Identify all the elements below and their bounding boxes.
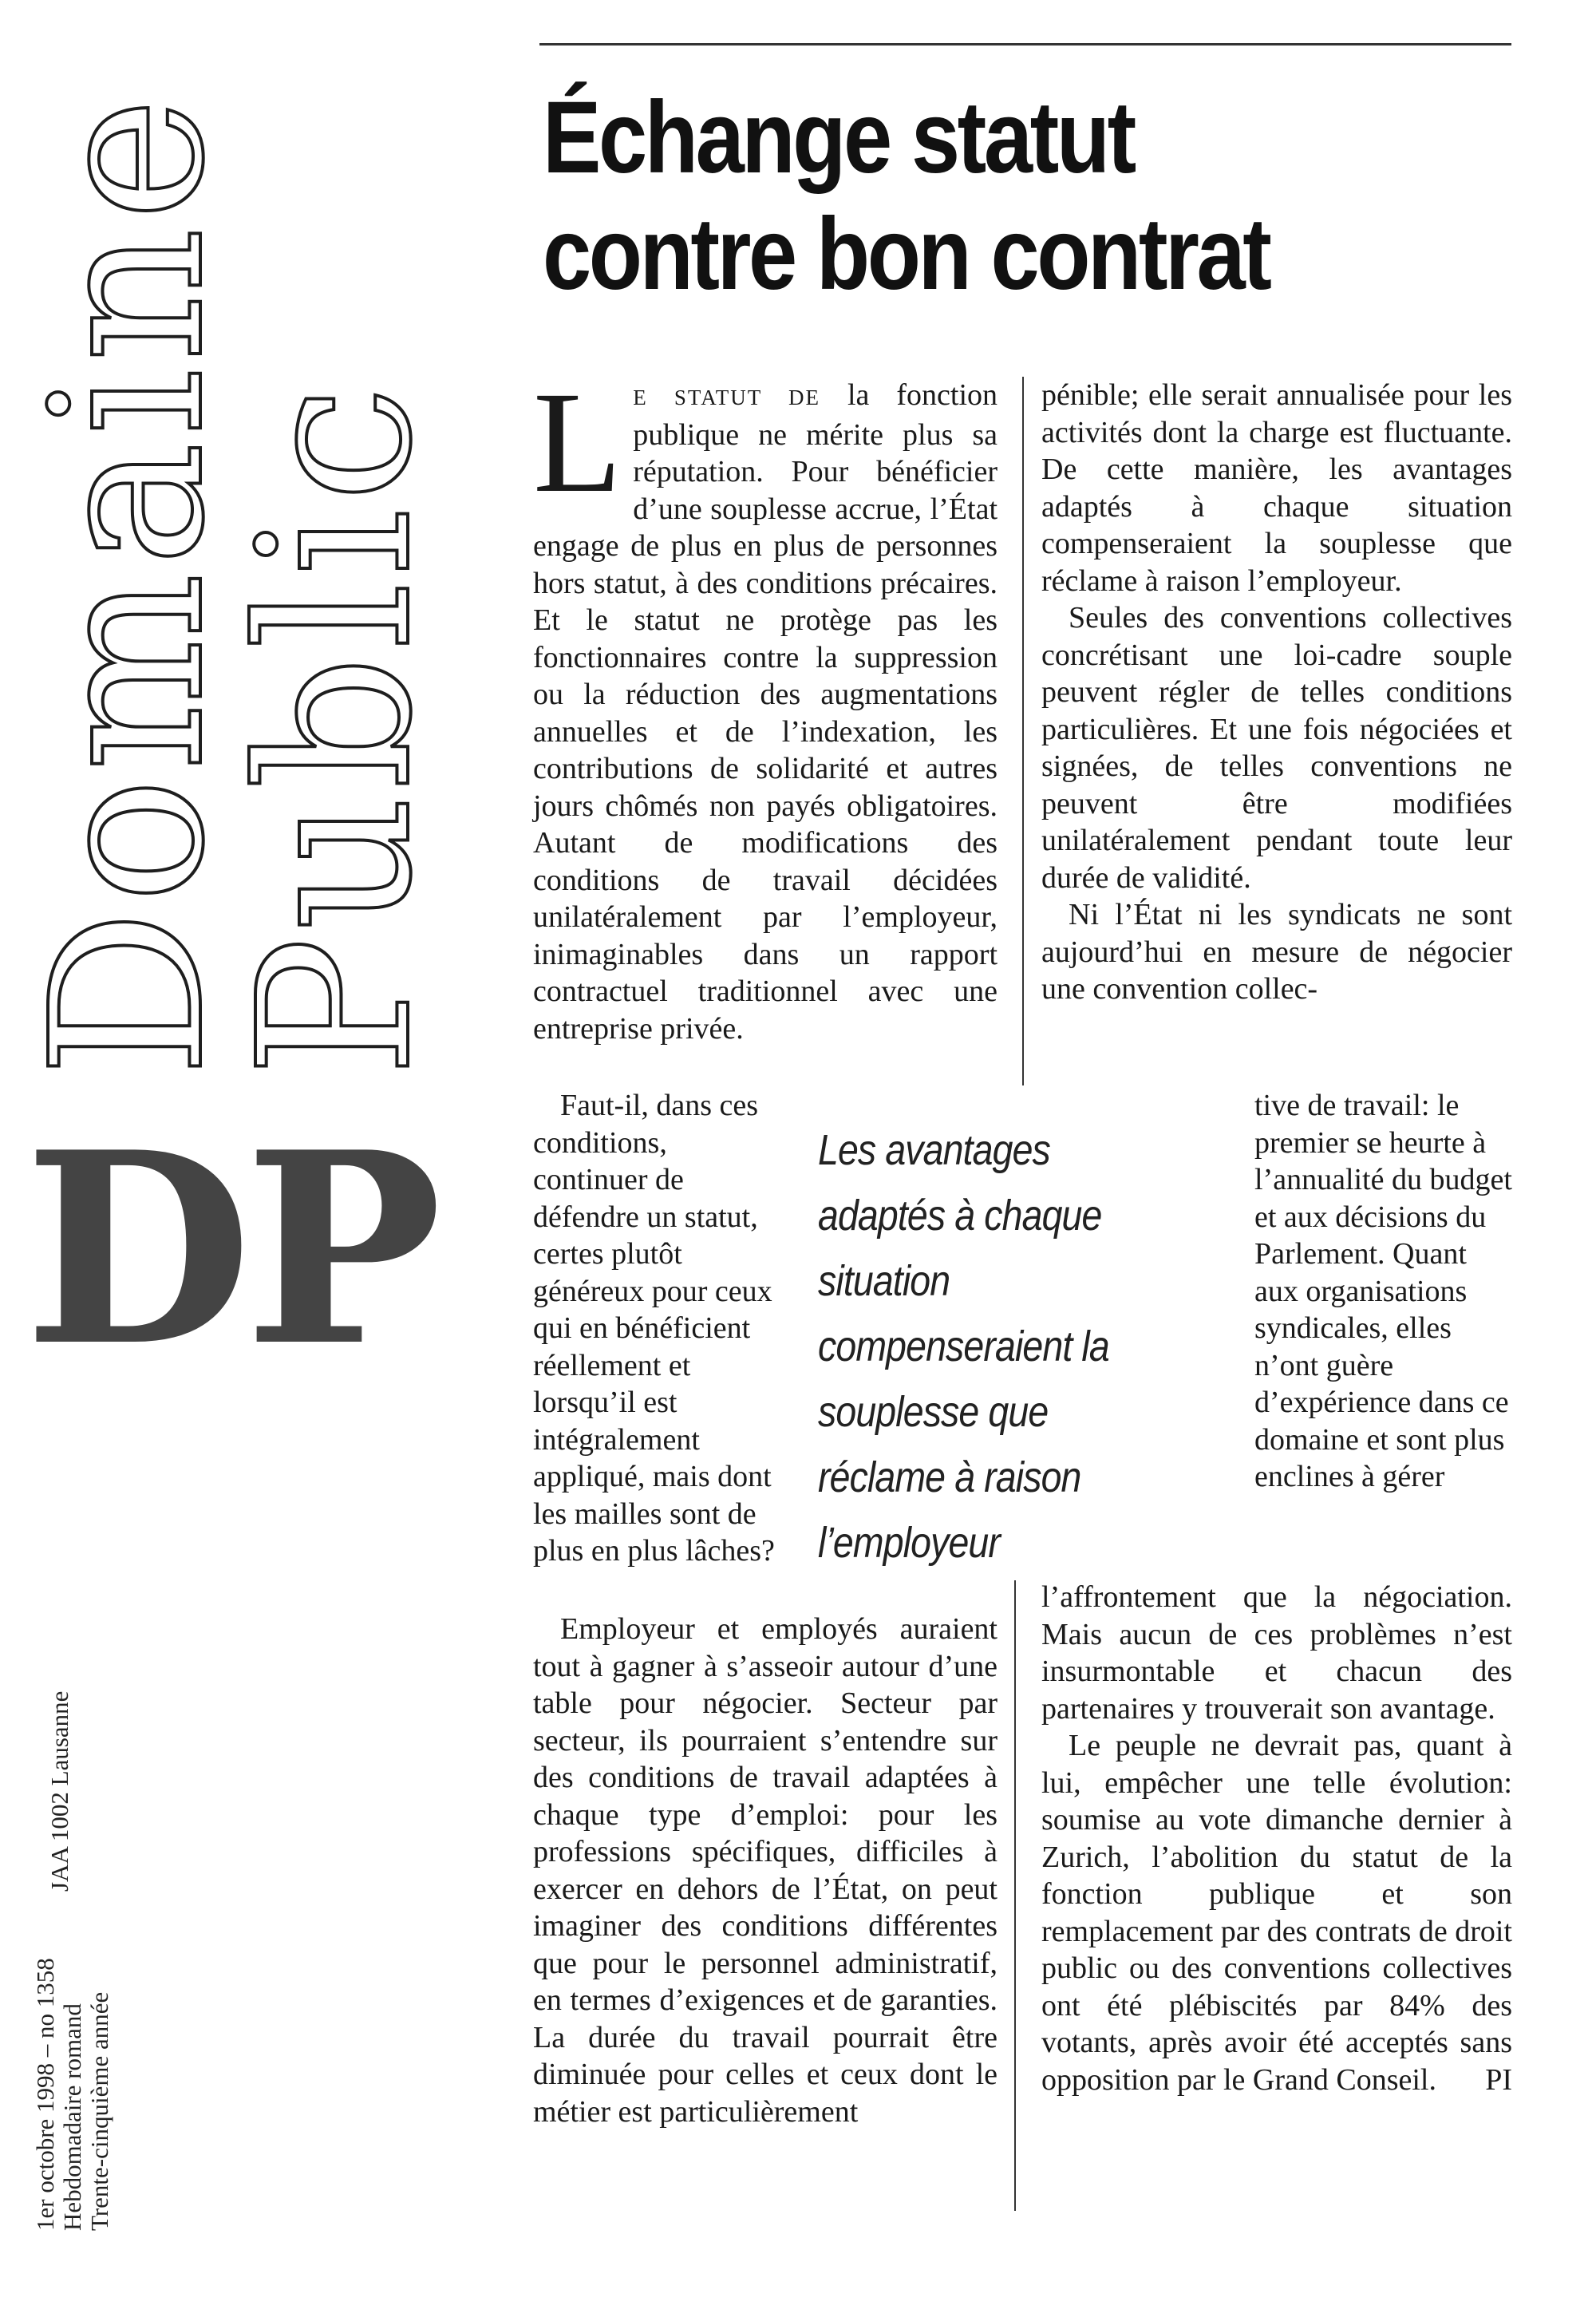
- column-rule-bottom: [1014, 1580, 1016, 2211]
- issue-date: 1er octobre 1998 – no 1358: [31, 1958, 59, 2231]
- headline: [543, 80, 1366, 313]
- signature: PI: [1485, 2063, 1512, 2097]
- postal-mark: JAA 1002 Lausanne: [45, 1690, 73, 1892]
- paragraph-2: Faut-il, dans ces conditions, continuer de défendre un statut, certes plutôt généreux pour ceux qui en bénéficient réellement et lorsqu’il est intégralement appliqué, mais dont les mailles sont de plus en plus lâches?: [533, 1089, 775, 1568]
- pull-quote: Les avantages adaptés à chaque situation compenseraient la souplesse que réclame à raison l’employeur: [818, 1126, 1109, 1567]
- paragraph-1: [533, 362, 998, 1047]
- top-rule: [539, 43, 1511, 45]
- column-rule-top: [1022, 377, 1024, 1085]
- paragraph-5c: l’affrontement que la négociation. Mais aucun de ces problèmes n’est insurmontable et chacun des partenaires y trouverait son avantage.: [1041, 1580, 1512, 1726]
- paragraph-5b: tive de travail: le premier se heurte à l’annualité du budget et aux décisions du Parlement. Quant aux organisations syndicales, elles n’ont guère d’expérience dans ce domaine et sont plus enclines à gérer: [1254, 1089, 1512, 1493]
- column-1-bottom: [533, 1611, 998, 2130]
- paragraph-3-cont: pénible; elle serait annualisée pour les activités dont la charge est fluctuante. De cette manière, les avantages adaptés à chaque situation compenseraient la souplesse que réclame à raison l’employeur.: [1041, 378, 1512, 598]
- lead-smallcaps: E STATUT DE: [633, 386, 820, 409]
- drop-cap: L: [533, 362, 622, 523]
- headline-line2: contre bon contrat: [543, 197, 1270, 311]
- paragraph-4: Seules des conventions collectives concrétisant une loi-cadre souple peuvent régler de telles conditions particulières. Et une fois négociées et signées, de telles conventions ne peuvent être modifiées unilatéralement pendant toute leur durée de validité.: [1041, 601, 1512, 895]
- headline-line1: Échange statut: [543, 81, 1134, 195]
- paragraph-1-text: la fonction publique ne mérite plus sa réputation. Pour bénéficier d’une souplesse accrue, l’État engage de plus en plus de personnes hors statut, à des conditions précaires. Et le statut ne protège pas les fonctionnaires contre la suppression ou la réduction des augmentations annuelles et de l’indexation, les contributions de solidarité et autres jours chômés non payés obligatoires. Autant de modifications des conditions de travail décidées unilatéralement par l’employeur, inimaginables dans un rapport contractuel traditionnel avec une entreprise privée.: [533, 378, 998, 1046]
- dp-logo: DP: [24, 1094, 435, 1404]
- issue-year: Trente-cinquième année: [85, 1991, 113, 2231]
- column-1-top: [533, 362, 998, 1047]
- column-2-bottom: [1041, 1579, 1512, 2099]
- column-1-wrap: [533, 1087, 784, 1570]
- paragraph-3: Employeur et employés auraient tout à gagner à s’asseoir autour d’une table pour négocier. Secteur par secteur, ils pourraient s’entendre sur des conditions de travail adaptées à chaque type d’emploi: pour les professions spécifiques, difficiles à exercer en dehors de l’État, on peut imaginer des conditions différentes que pour le personnel administratif, en termes d’exigences et de garanties. La durée du travail pourrait être diminuée pour celles et ceux dont le métier est particulièrement: [533, 1612, 998, 2129]
- column-2-top: [1041, 377, 1512, 1008]
- masthead-public: Public: [214, 378, 457, 1077]
- column-2-wrap: [1254, 1087, 1512, 1496]
- masthead-domaine: Domaine: [6, 90, 250, 1077]
- issue-frequency: Hebdomadaire romand: [58, 2003, 86, 2231]
- paragraph-5a: Ni l’État ni les syndicats ne sont aujourd’hui en mesure de négocier une convention collec-: [1041, 898, 1512, 1006]
- paragraph-6: Le peuple ne devrait pas, quant à lui, empêcher une telle évolution: soumise au vote dimanche dernier à Zurich, l’abolition du statut de la fonction publique et son remplacement par des contrats de droit public ou des conventions collectives ont été plébiscités par 84% des votants, après avoir été acceptés sans opposition par le Grand Conseil.: [1041, 1729, 1512, 2097]
- issue-info: [32, 1958, 113, 2231]
